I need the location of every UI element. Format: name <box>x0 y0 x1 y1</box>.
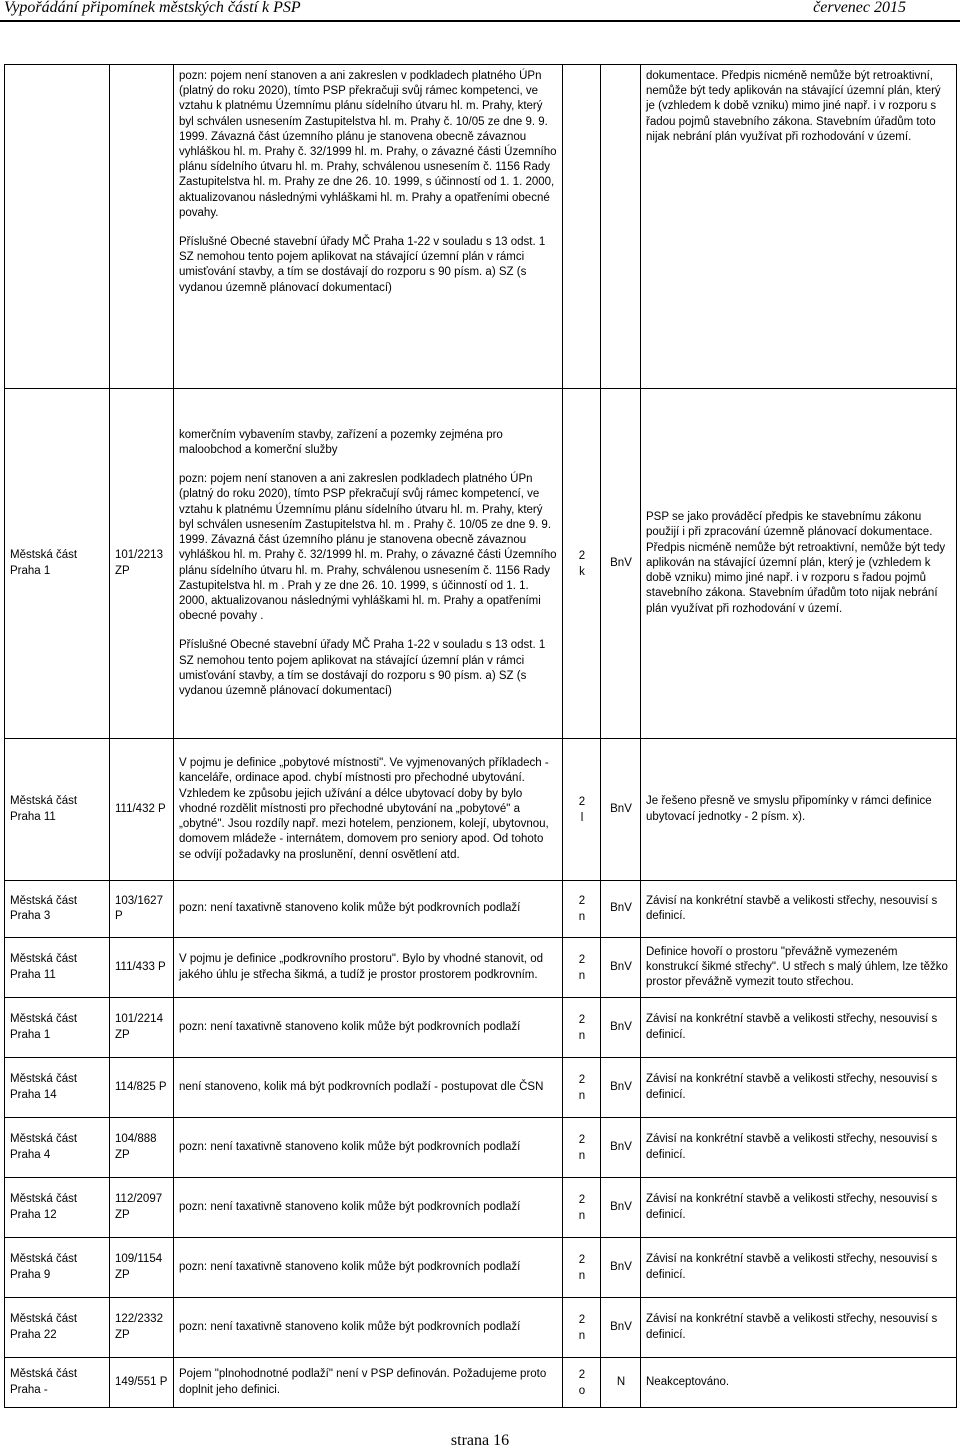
table-row <box>5 1178 957 1238</box>
cell-vyporadani: Definice hovoří o prostoru "převážně vymezeném konstrukcí šikmé střechy". U střech s malý úhlem, lze těžko prostor převážně vymezit touto střechou. <box>641 938 957 998</box>
comment-paragraph: V pojmu je definice „podkrovního prostoru". Bylo by vhodné stanovit, od jakého úhlu je střecha šikmá, a tudíž je prostor prostorem podkrovním. <box>179 953 543 981</box>
section-letter: k <box>579 565 585 578</box>
cell-vyhodnoceni: BnV <box>601 389 641 739</box>
cell-vyhodnoceni: BnV <box>601 998 641 1058</box>
comment-paragraph: pozn: není taxativně stanoveno kolik může být podkrovních podlaží <box>179 1140 521 1153</box>
table-row <box>5 1238 957 1298</box>
cell-paragraf <box>563 739 601 881</box>
section-letter: n <box>578 1029 586 1042</box>
cell-cislo-pripominky: 111/433 P <box>110 938 174 998</box>
cell-cislo-pripominky <box>110 65 174 389</box>
cell-pripominka <box>174 1058 563 1118</box>
cell-vyporadani: Neakceptováno. <box>641 1358 957 1408</box>
cell-paragraf <box>563 1178 601 1238</box>
cell-paragraf <box>563 65 601 389</box>
section-number: 2 <box>578 1313 586 1326</box>
cell-pripominka <box>174 881 563 938</box>
cell-mestska-cast: Městská část Praha 14 <box>5 1058 110 1118</box>
cell-paragraf <box>563 998 601 1058</box>
cell-vyporadani: Závisí na konkrétní stavbě a velikosti střechy, nesouvisí s definicí. <box>641 1238 957 1298</box>
section-number: 2 <box>578 1253 586 1266</box>
cell-cislo-pripominky: 101/2214 ZP <box>110 998 174 1058</box>
cell-pripominka <box>174 389 563 739</box>
cell-vyporadani: PSP se jako prováděcí předpis ke stavebnímu zákonu použijí i při zpracování územně plánovací dokumentace. Předpis nicméně nemůže být retroaktivní, nemůže být tedy aplikován na stávající územní plán, který je (vzhledem k době vzniku) mimo jiné např. i v rozporu s řadou pojmů stavebního zákona. Stavebním úřadům toto nijak nebrání plán využívat při rozhodování v území. <box>641 389 957 739</box>
cell-pripominka <box>174 1298 563 1358</box>
section-letter: n <box>578 1209 586 1222</box>
cell-paragraf <box>563 1058 601 1118</box>
section-letter: n <box>578 969 586 982</box>
comment-paragraph: pozn: pojem není stanoven a ani zakreslen v podkladech platného ÚPn (platný do roku 2020), tímto PSP překračuji svůj rámec kompetenci, ve vztahu k platnému Územnímu plánu sídelního útvaru hl. m. Prahy, který byl schválen usnesením Zastupitelstva hl. m. Prahy č. 10/05 ze dne 9. 9. 1999. Závazná část územního plánu je stanovena obecně závaznou vyhláškou hl. m. Prahy č. 32/1999 hl. m. Prahy, o závazné části Územního plánu sídelního útvaru hl. m. Prahy, schválenou usnesením č. 1156 Rady Zastupitelstva hl. m. Prahy ze dne 26. 10. 1999, s účinností od 1. 1. 2000, aktualizovanou následnými vyhláškami hl. m. Prahy a opatřeními obecné povahy. <box>179 70 557 219</box>
section-number: 2 <box>578 795 586 808</box>
cell-pripominka <box>174 1178 563 1238</box>
cell-vyhodnoceni: BnV <box>601 881 641 938</box>
cell-mestska-cast: Městská část Praha 9 <box>5 1238 110 1298</box>
cell-cislo-pripominky: 149/551 P <box>110 1358 174 1408</box>
section-number: 2 <box>578 1193 586 1206</box>
comment-paragraph: Příslušné Obecné stavební úřady MČ Praha 1-22 v souladu s 13 odst. 1 SZ nemohou tento pojem aplikovat na stávající územní plán v rámci umisťování stavby, a tím se dostávají do rozporu s 90 písm. a) SZ (s vydanou územně plánovací dokumentací) <box>179 639 546 697</box>
section-letter: n <box>578 911 586 923</box>
table-row <box>5 739 957 881</box>
table-row <box>5 389 957 739</box>
cell-cislo-pripominky: 114/825 P <box>110 1058 174 1118</box>
comment-paragraph: pozn: není taxativně stanoveno kolik může být podkrovních podlaží <box>179 1320 521 1333</box>
cell-cislo-pripominky: 103/1627 P <box>110 881 174 938</box>
section-letter: n <box>578 1149 586 1162</box>
cell-pripominka <box>174 1238 563 1298</box>
cell-pripominka <box>174 938 563 998</box>
cell-mestska-cast: Městská část Praha 11 <box>5 739 110 881</box>
cell-cislo-pripominky: 104/888 ZP <box>110 1118 174 1178</box>
page-number: strana 16 <box>450 1432 510 1449</box>
cell-mestska-cast <box>5 65 110 389</box>
table-row <box>5 1358 957 1408</box>
cell-cislo-pripominky: 111/432 P <box>110 739 174 881</box>
cell-vyporadani: Závisí na konkrétní stavbě a velikosti střechy, nesouvisí s definicí. <box>641 1118 957 1178</box>
table-row <box>5 881 957 938</box>
comment-paragraph: pozn: pojem není stanoven a ani zakreslen podkladech platného ÚPn (platný do roku 2020), tímto PSP překračují svůj rámec kompetencí, ve vztahu k platnému Územnímu plánu sídelního útvaru hl. m. Prahy, který byl schválen usnesením Zastupitelstva hl. m . Prahy č. 10/05 ze dne 9. 9. 1999. Závazná část územního plánu je stanovena obecně závaznou vyhláškou hl. m. Prahy č. 32/1999 hl. m. Prahy, o závazné části Územního plánu sídelního útvaru hl. m. Prahy, schválenou usnesením č. 1156 Rady Zastupitelstva hl. m . Prah y ze dne 26. 10. 1999, s účinností od 1. 1. 2000, aktualizovanou následnými vyhláškami hl. m. Prahy a opatřeními obecné povahy . <box>179 473 557 623</box>
document-title: Vypořádání připomínek městských částí k PSP <box>4 0 301 16</box>
section-letter: o <box>578 1384 586 1397</box>
cell-mestska-cast: Městská část Praha 1 <box>5 389 110 739</box>
table-row <box>5 65 957 389</box>
cell-paragraf <box>563 1118 601 1178</box>
document-date: červenec 2015 <box>813 0 906 16</box>
cell-mestska-cast: Městská část Praha 1 <box>5 998 110 1058</box>
comments-table <box>4 64 957 1408</box>
comment-paragraph: není stanoveno, kolik má být podkrovních podlaží - postupovat dle ČSN <box>179 1080 544 1093</box>
cell-pripominka <box>174 998 563 1058</box>
section-number: 2 <box>578 549 586 562</box>
cell-mestska-cast: Městská část Praha 3 <box>5 881 110 938</box>
comment-paragraph: pozn: není taxativně stanoveno kolik může být podkrovních podlaží <box>179 1260 521 1273</box>
section-letter: n <box>578 1329 586 1342</box>
comment-paragraph: pozn: není taxativně stanoveno kolik může být podkrovních podlaží <box>179 1200 521 1213</box>
section-number: 2 <box>578 953 586 966</box>
cell-vyhodnoceni: BnV <box>601 739 641 881</box>
section-number: 2 <box>578 1013 586 1026</box>
cell-pripominka <box>174 739 563 881</box>
comment-paragraph: Příslušné Obecné stavební úřady MČ Praha 1-22 v souladu s 13 odst. 1 SZ nemohou tento pojem aplikovat na stávající územní plán v rámci umisťování stavby, a tím se dostávají do rozporu s 90 písm. a) SZ (s vydanou územně plánovací dokumentací) <box>179 236 546 294</box>
cell-vyporadani: Závisí na konkrétní stavbě a velikosti střechy, nesouvisí s definicí. <box>641 1298 957 1358</box>
cell-pripominka <box>174 65 563 389</box>
cell-vyporadani: Závisí na konkrétní stavbě a velikosti střechy, nesouvisí s definicí. <box>641 998 957 1058</box>
cell-vyhodnoceni <box>601 65 641 389</box>
section-number: 2 <box>578 895 586 907</box>
comment-paragraph: V pojmu je definice „pobytové místnosti". Ve vyjmenovaných příkladech - kanceláře, ordinace apod. chybí místnosti pro přechodné ubytování. Vzhledem ke způsobu jejich užívání a délce ubytovací doby by bylo vhodné rozdělit místnosti pro přechodné ubytování na „pobytové" a „obytné". Jsou rozdíly např. mezi hotelem, penzionem, kolejí, ubytovnou, domovem mládeže - internátem, domovem pro seniory apod. Od tohoto se odvíjí požadavky na proslunění, denní osvětlení atd. <box>179 757 549 861</box>
cell-vyhodnoceni: BnV <box>601 938 641 998</box>
section-letter: n <box>578 1089 586 1102</box>
cell-mestska-cast: Městská část Praha - <box>5 1358 110 1408</box>
cell-mestska-cast: Městská část Praha 11 <box>5 938 110 998</box>
cell-cislo-pripominky: 101/2213 ZP <box>110 389 174 739</box>
section-number: 2 <box>578 1073 586 1086</box>
cell-vyporadani: dokumentace. Předpis nicméně nemůže být retroaktivní, nemůže být tedy aplikován na stávající územní plán, který je (vzhledem k době vzniku) mimo jiné např. i v rozporu s řadou pojmů stavebního zákona. Stavebním úřadům toto nijak nebrání plán využívat při rozhodování v území. <box>641 65 957 389</box>
table-row <box>5 938 957 998</box>
cell-vyporadani: Je řešeno přesně ve smyslu připomínky v rámci definice ubytovací jednotky - 2 písm. x). <box>641 739 957 881</box>
table-row <box>5 1058 957 1118</box>
cell-pripominka <box>174 1358 563 1408</box>
section-number: 2 <box>578 1133 586 1146</box>
cell-mestska-cast: Městská část Praha 4 <box>5 1118 110 1178</box>
cell-paragraf <box>563 1238 601 1298</box>
cell-paragraf <box>563 881 601 938</box>
table-row <box>5 1298 957 1358</box>
comment-paragraph: komerčním vybavením stavby, zařízení a pozemky zejména pro maloobchod a komerční služby <box>179 428 503 457</box>
section-letter: n <box>578 1269 586 1282</box>
cell-cislo-pripominky: 112/2097 ZP <box>110 1178 174 1238</box>
cell-vyporadani: Závisí na konkrétní stavbě a velikosti střechy, nesouvisí s definicí. <box>641 1058 957 1118</box>
cell-mestska-cast: Městská část Praha 12 <box>5 1178 110 1238</box>
cell-vyporadani: Závisí na konkrétní stavbě a velikosti střechy, nesouvisí s definicí. <box>641 1178 957 1238</box>
cell-vyhodnoceni: N <box>601 1358 641 1408</box>
table-row <box>5 998 957 1058</box>
section-number: 2 <box>578 1368 586 1381</box>
cell-paragraf <box>563 938 601 998</box>
cell-paragraf <box>563 1358 601 1408</box>
cell-paragraf <box>563 389 601 739</box>
cell-vyhodnoceni: BnV <box>601 1178 641 1238</box>
cell-pripominka <box>174 1118 563 1178</box>
section-letter: l <box>580 811 584 824</box>
cell-vyhodnoceni: BnV <box>601 1118 641 1178</box>
comment-paragraph: Pojem "plnohodnotné podlaží" není v PSP definován. Požadujeme proto doplnit jeho definici. <box>179 1368 547 1396</box>
cell-mestska-cast: Městská část Praha 22 <box>5 1298 110 1358</box>
cell-vyhodnoceni: BnV <box>601 1058 641 1118</box>
cell-paragraf <box>563 1298 601 1358</box>
cell-cislo-pripominky: 122/2332 ZP <box>110 1298 174 1358</box>
table-row <box>5 1118 957 1178</box>
cell-vyhodnoceni: BnV <box>601 1298 641 1358</box>
cell-vyporadani: Závisí na konkrétní stavbě a velikosti střechy, nesouvisí s definicí. <box>641 881 957 938</box>
comment-paragraph: pozn: není taxativně stanoveno kolik může být podkrovních podlaží <box>179 902 521 915</box>
cell-cislo-pripominky: 109/1154 ZP <box>110 1238 174 1298</box>
page-header <box>0 0 960 22</box>
cell-vyhodnoceni: BnV <box>601 1238 641 1298</box>
comment-paragraph: pozn: není taxativně stanoveno kolik může být podkrovních podlaží <box>179 1020 521 1033</box>
